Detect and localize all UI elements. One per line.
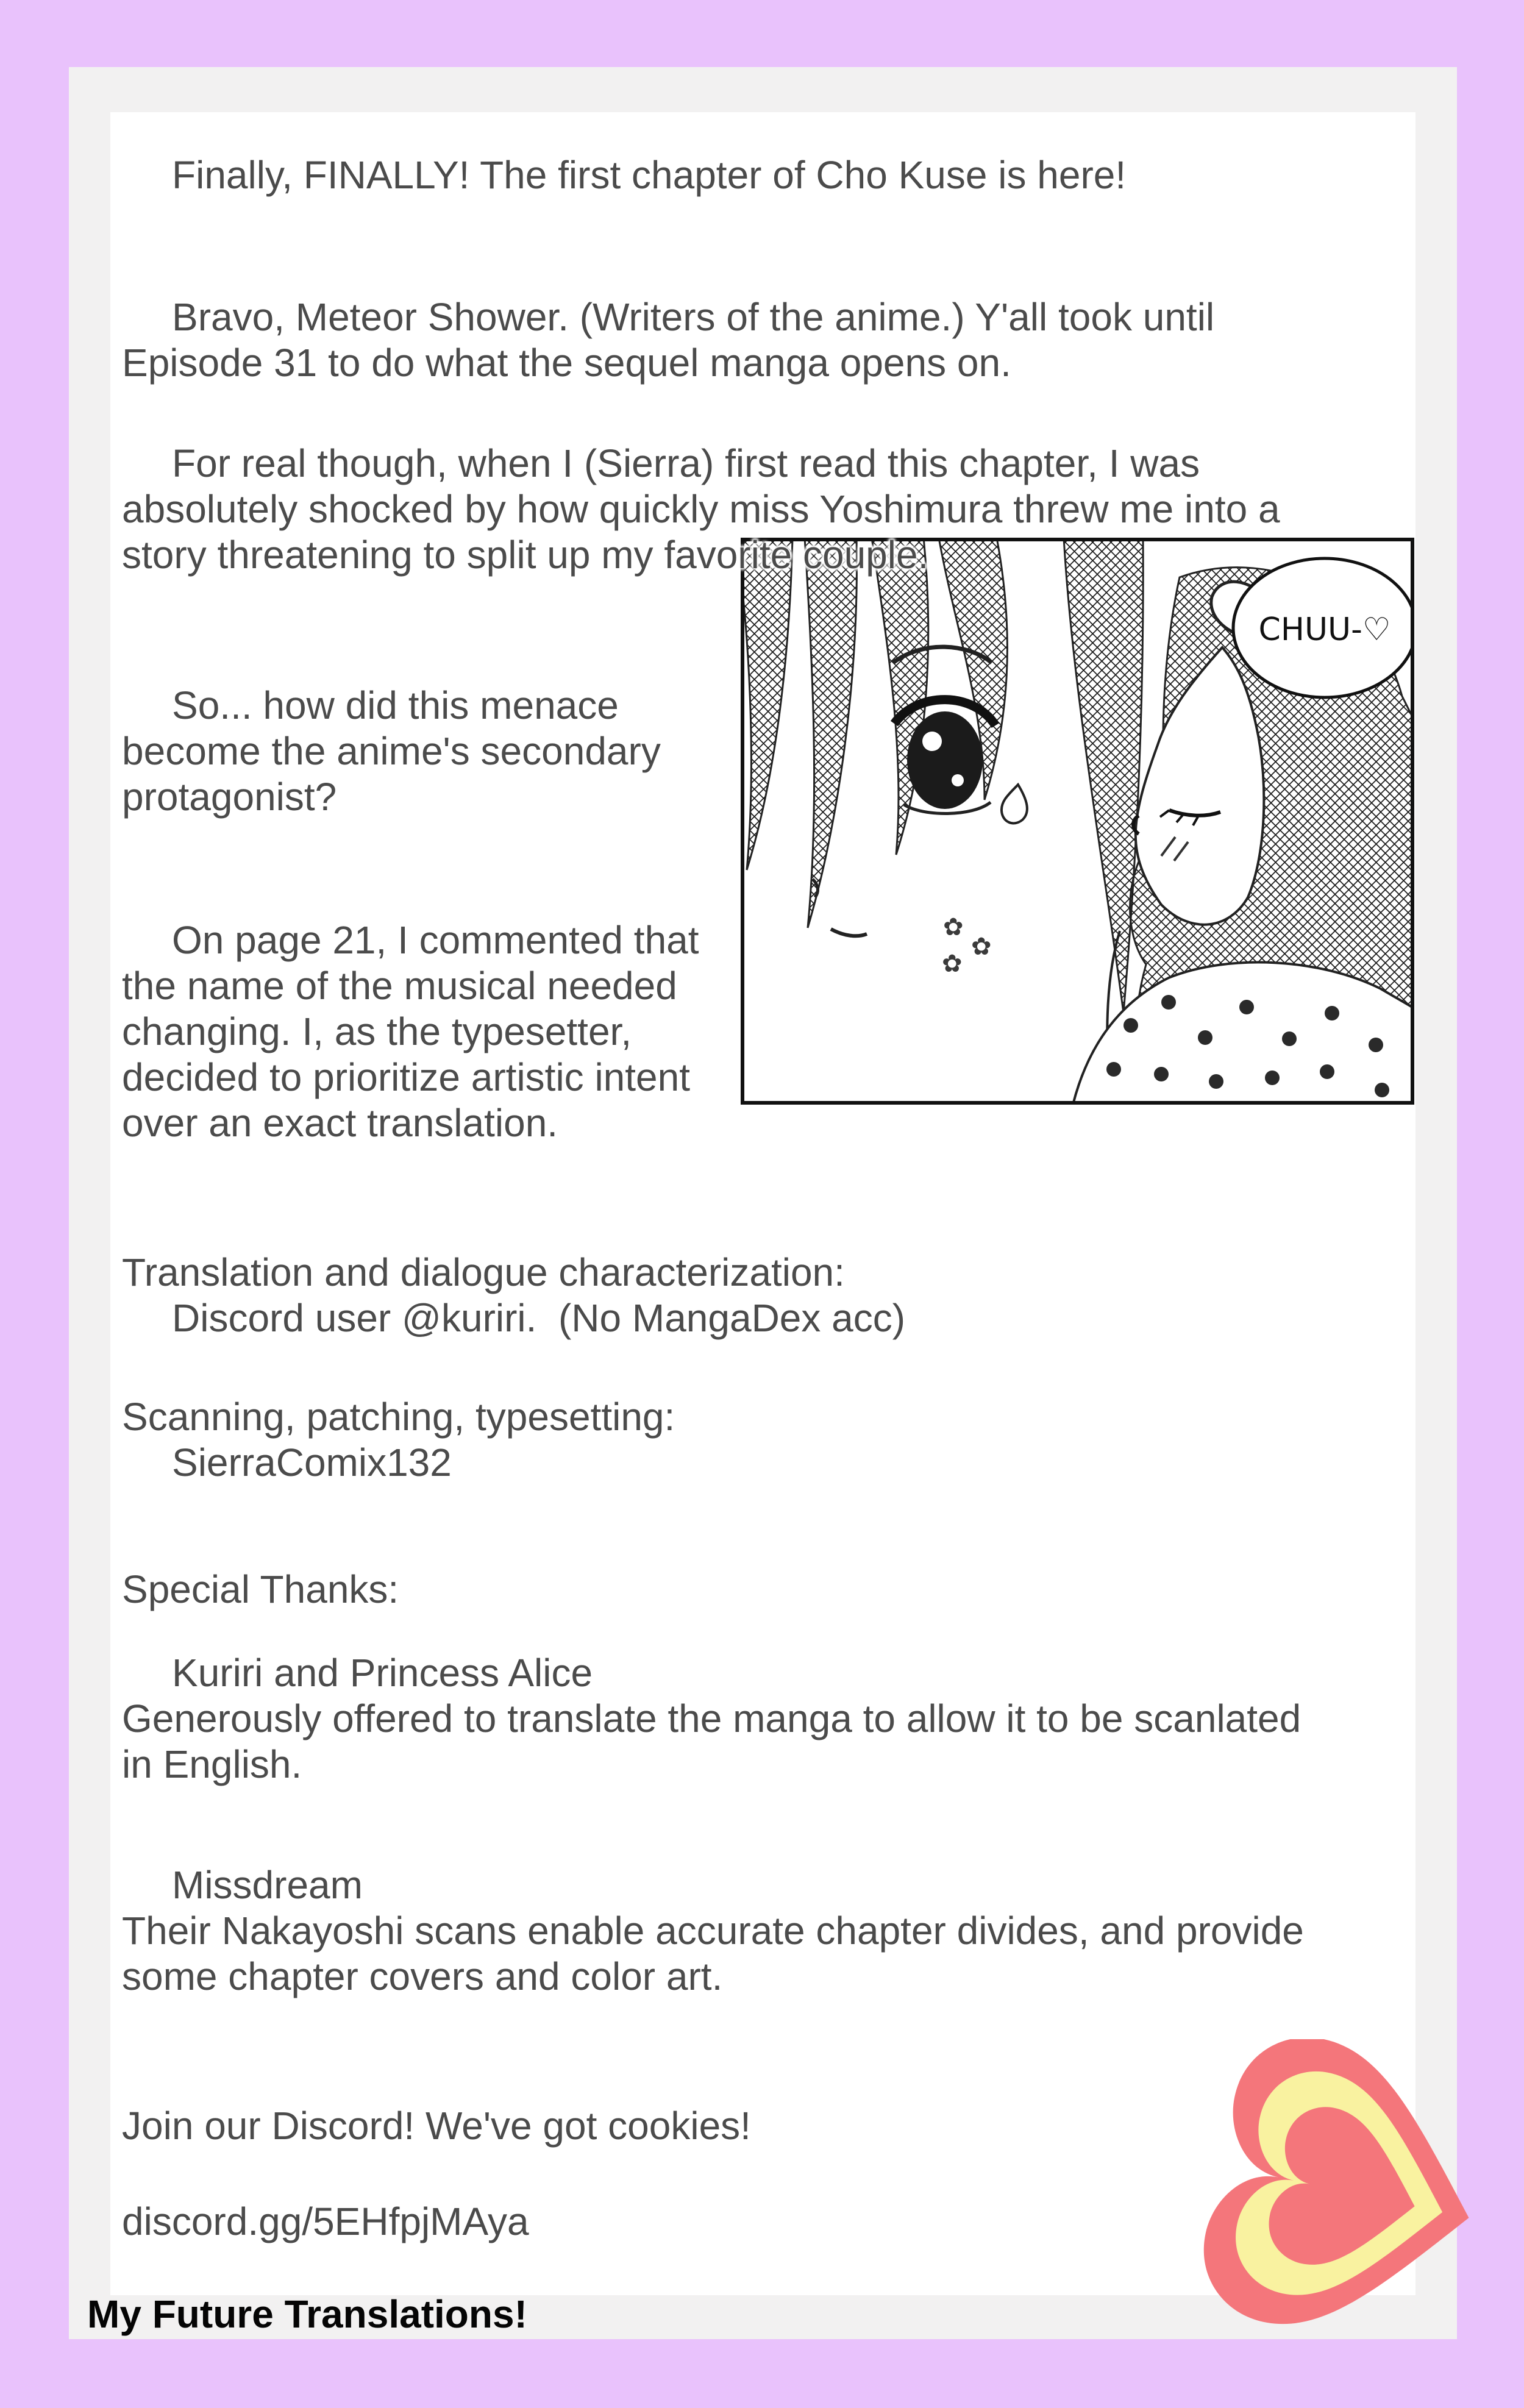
- text-line: in English.: [122, 1742, 302, 1786]
- heart-decoration: [1186, 2039, 1506, 2347]
- svg-text:✿: ✿: [971, 933, 992, 961]
- paragraph-scanning-credit: [122, 1394, 675, 1486]
- text-line: Missdream: [172, 1863, 363, 1907]
- svg-text:✿: ✿: [943, 913, 964, 941]
- text-line: Discord user @kuriri. (No MangaDex acc): [172, 1296, 906, 1340]
- text-line: changing. I, as the typesetter,: [122, 1010, 632, 1053]
- text-line: Join our Discord! We've got cookies!: [122, 2104, 751, 2148]
- text-line: discord.gg/5EHfpjMAya: [122, 2200, 529, 2243]
- text-line: decided to prioritize artistic intent: [122, 1055, 690, 1099]
- text-line: some chapter covers and color art.: [122, 1954, 723, 1998]
- paragraph-discord-invite: [122, 2103, 751, 2149]
- text-line: absolutely shocked by how quickly miss Yoshimura threw me into a: [122, 487, 1280, 531]
- text-line: Their Nakayoshi scans enable accurate chapter divides, and provide: [122, 1909, 1304, 1953]
- paragraph-translation-credit: [122, 1250, 905, 1341]
- text-line: Generously offered to translate the manga to allow it to be scanlated: [122, 1697, 1301, 1740]
- text-line: Scanning, patching, typesetting:: [122, 1395, 675, 1439]
- paragraph-intro: [122, 152, 1126, 198]
- paragraph-thanks-kuriri: [122, 1650, 1301, 1787]
- text-line: Special Thanks:: [122, 1567, 399, 1611]
- text-line: become the anime's secondary: [122, 729, 661, 773]
- paragraph-special-thanks-heading: [122, 1567, 399, 1612]
- text-line: Kuriri and Princess Alice: [172, 1651, 593, 1695]
- paragraph-menace: [122, 683, 661, 820]
- text-line: protagonist?: [122, 775, 337, 819]
- paragraph-bravo: [122, 294, 1214, 386]
- group-name-label: My Future Translations!: [87, 2292, 527, 2336]
- text-line: Bravo, Meteor Shower. (Writers of the anime.) Y'all took until: [172, 295, 1215, 339]
- text-line: On page 21, I commented that: [172, 918, 699, 962]
- discord-invite-url: [122, 2199, 529, 2245]
- text-line: over an exact translation.: [122, 1101, 558, 1145]
- text-line: SierraComix132: [172, 1441, 452, 1484]
- text-line: story threatening to split up my favorite couple.: [122, 533, 929, 577]
- speech-bubble-text: CHUU-♡: [1258, 611, 1391, 648]
- manga-panel-image: [741, 538, 1414, 1105]
- paragraph-thanks-missdream: [122, 1862, 1304, 2000]
- paragraph-for-real: [122, 441, 1280, 578]
- svg-text:✿: ✿: [942, 950, 963, 978]
- text-line: For real though, when I (Sierra) first read this chapter, I was: [172, 441, 1200, 485]
- text-line: Finally, FINALLY! The first chapter of Cho Kuse is here!: [172, 153, 1127, 197]
- text-line: So... how did this menace: [172, 683, 619, 727]
- text-line: the name of the musical needed: [122, 964, 677, 1008]
- speech-bubble: [1233, 558, 1414, 697]
- paragraph-page21: [122, 917, 699, 1146]
- text-line: Episode 31 to do what the sequel manga opens on.: [122, 341, 1011, 385]
- text-line: Translation and dialogue characterization:: [122, 1250, 845, 1294]
